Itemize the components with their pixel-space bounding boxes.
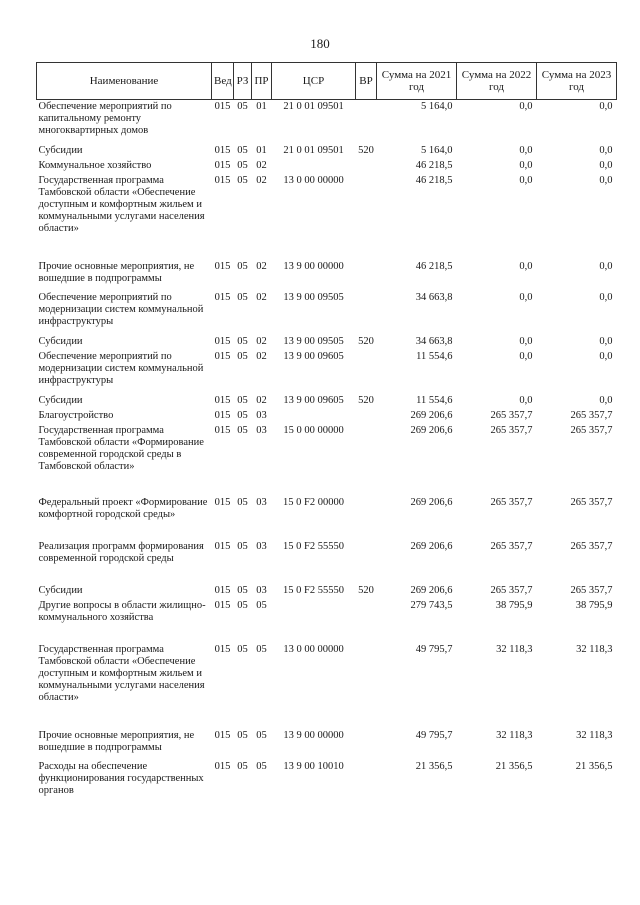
row-sum-2022: 0,0 bbox=[519, 144, 533, 156]
row-sum-2022: 265 357,7 bbox=[490, 409, 533, 421]
row-sum-2022: 265 357,7 bbox=[490, 496, 533, 508]
row-sum-2023: 0,0 bbox=[599, 159, 613, 171]
row-pr: 05 bbox=[256, 760, 267, 772]
row-sum-2021: 34 663,8 bbox=[415, 291, 453, 303]
header-vr: ВР bbox=[356, 63, 377, 100]
row-sum-2021: 34 663,8 bbox=[415, 335, 453, 347]
row-vr bbox=[356, 291, 377, 335]
row-vr bbox=[356, 729, 377, 760]
row-sum-2022: 265 357,7 bbox=[490, 540, 533, 552]
row-pr: 02 bbox=[256, 260, 267, 272]
table-row bbox=[37, 350, 617, 394]
row-sum-2022: 265 357,7 bbox=[490, 424, 533, 436]
header-ved: Вед bbox=[212, 63, 234, 100]
row-vr bbox=[356, 159, 377, 174]
row-sum-2021: 269 206,6 bbox=[410, 540, 453, 552]
row-ved: 015 bbox=[214, 424, 231, 436]
table-row bbox=[37, 174, 617, 260]
row-sum-2021: 46 218,5 bbox=[415, 159, 453, 171]
row-ved: 015 bbox=[214, 394, 231, 406]
header-sum-2023: Сумма на 2023 год bbox=[537, 63, 617, 100]
row-rz: 05 bbox=[237, 291, 248, 303]
row-sum-2022: 32 118,3 bbox=[496, 643, 533, 655]
row-csr: 15 0 F2 00000 bbox=[283, 496, 344, 508]
row-vr: 520 bbox=[358, 584, 374, 596]
row-ved: 015 bbox=[214, 409, 231, 421]
row-vr bbox=[356, 599, 377, 643]
row-rz: 05 bbox=[237, 729, 248, 741]
row-pr: 02 bbox=[256, 159, 267, 171]
row-vr bbox=[356, 424, 377, 496]
row-ved: 015 bbox=[214, 643, 231, 655]
row-sum-2021: 269 206,6 bbox=[410, 409, 453, 421]
row-sum-2022: 0,0 bbox=[519, 335, 533, 347]
row-rz: 05 bbox=[237, 174, 248, 186]
row-ved: 015 bbox=[214, 335, 231, 347]
row-sum-2023: 21 356,5 bbox=[575, 760, 613, 772]
row-ved: 015 bbox=[214, 101, 231, 112]
row-vr bbox=[356, 760, 377, 804]
row-ved: 015 bbox=[214, 540, 231, 552]
row-rz: 05 bbox=[237, 101, 248, 112]
row-pr: 02 bbox=[256, 335, 267, 347]
row-vr: 520 bbox=[358, 394, 374, 406]
row-sum-2023: 0,0 bbox=[599, 291, 613, 303]
row-vr bbox=[356, 643, 377, 729]
row-rz: 05 bbox=[237, 409, 248, 421]
row-name: Благоустройство bbox=[38, 409, 114, 421]
row-vr bbox=[356, 260, 377, 291]
row-vr: 520 bbox=[358, 144, 374, 156]
row-ved: 015 bbox=[214, 174, 231, 186]
table-row bbox=[37, 540, 617, 584]
row-rz: 05 bbox=[237, 159, 248, 171]
row-csr: 13 9 00 09505 bbox=[283, 335, 344, 347]
row-sum-2023: 0,0 bbox=[599, 350, 613, 362]
row-sum-2021: 11 554,6 bbox=[416, 350, 453, 362]
row-sum-2022: 0,0 bbox=[519, 350, 533, 362]
row-vr bbox=[356, 350, 377, 394]
row-sum-2021: 5 164,0 bbox=[421, 144, 453, 156]
row-sum-2023: 0,0 bbox=[599, 260, 613, 272]
header-rz: РЗ bbox=[234, 63, 252, 100]
row-sum-2023: 32 118,3 bbox=[576, 729, 613, 741]
table-body bbox=[37, 100, 617, 804]
header-sum-2022: Сумма на 2022 год bbox=[457, 63, 537, 100]
row-sum-2021: 5 164,0 bbox=[421, 101, 453, 112]
row-sum-2022: 0,0 bbox=[519, 260, 533, 272]
row-sum-2023: 0,0 bbox=[599, 394, 613, 406]
row-name: Государственная программа Тамбовской области «Обеспечение доступным и комфортным жильем и коммунальными услугами населения области» bbox=[38, 643, 205, 703]
row-ved: 015 bbox=[214, 760, 231, 772]
row-pr: 03 bbox=[256, 409, 267, 421]
row-name: Расходы на обеспечение функционирования государственных органов bbox=[38, 760, 204, 796]
row-name: Реализация программ формирования современной городской среды bbox=[38, 540, 204, 564]
row-csr: 13 9 00 10010 bbox=[283, 760, 344, 772]
row-sum-2021: 46 218,5 bbox=[415, 260, 453, 272]
table-row bbox=[37, 496, 617, 540]
row-name: Государственная программа Тамбовской области «Обеспечение доступным и комфортным жильем и коммунальными услугами населения области» bbox=[38, 174, 205, 234]
table-header bbox=[37, 63, 617, 100]
table-row bbox=[37, 335, 617, 350]
row-sum-2022: 0,0 bbox=[519, 174, 533, 186]
row-pr: 02 bbox=[256, 394, 267, 406]
row-sum-2021: 269 206,6 bbox=[410, 496, 453, 508]
row-pr: 03 bbox=[256, 424, 267, 436]
row-rz: 05 bbox=[237, 760, 248, 772]
row-rz: 05 bbox=[237, 394, 248, 406]
row-pr: 03 bbox=[256, 584, 267, 596]
row-csr: 13 9 00 09605 bbox=[283, 350, 344, 362]
header-sum-2021: Сумма на 2021 год bbox=[377, 63, 457, 100]
row-sum-2023: 265 357,7 bbox=[570, 424, 613, 436]
row-csr bbox=[272, 409, 356, 424]
row-sum-2021: 269 206,6 bbox=[410, 424, 453, 436]
row-sum-2023: 0,0 bbox=[599, 174, 613, 186]
row-sum-2023: 0,0 bbox=[599, 101, 613, 112]
table-row bbox=[37, 100, 617, 144]
row-csr bbox=[272, 159, 356, 174]
row-vr: 520 bbox=[358, 335, 374, 347]
row-name: Субсидии bbox=[38, 335, 83, 347]
row-rz: 05 bbox=[237, 496, 248, 508]
header-pr: ПР bbox=[252, 63, 272, 100]
row-rz: 05 bbox=[237, 599, 248, 611]
row-vr bbox=[356, 409, 377, 424]
row-sum-2023: 265 357,7 bbox=[570, 496, 613, 508]
header-csr: ЦСР bbox=[272, 63, 356, 100]
table-row bbox=[37, 260, 617, 291]
row-vr bbox=[356, 100, 377, 144]
row-sum-2023: 0,0 bbox=[599, 335, 613, 347]
row-ved: 015 bbox=[214, 260, 231, 272]
row-pr: 03 bbox=[256, 496, 267, 508]
row-name: Обеспечение мероприятий по капитальному ремонту многоквартирных домов bbox=[38, 101, 172, 136]
row-sum-2022: 38 795,9 bbox=[495, 599, 533, 611]
row-sum-2021: 46 218,5 bbox=[415, 174, 453, 186]
row-csr: 21 0 01 09501 bbox=[283, 101, 344, 112]
page-number: 180 bbox=[310, 36, 330, 51]
row-ved: 015 bbox=[214, 584, 231, 596]
row-ved: 015 bbox=[214, 291, 231, 303]
row-sum-2022: 0,0 bbox=[519, 101, 533, 112]
row-csr: 13 0 00 00000 bbox=[283, 643, 344, 655]
row-sum-2021: 21 356,5 bbox=[415, 760, 453, 772]
table-row bbox=[37, 144, 617, 159]
row-sum-2021: 49 795,7 bbox=[415, 729, 453, 741]
row-name: Прочие основные мероприятия, не вошедшие в подпрограммы bbox=[38, 260, 195, 284]
table-row bbox=[37, 584, 617, 599]
row-sum-2021: 49 795,7 bbox=[415, 643, 453, 655]
row-name: Государственная программа Тамбовской области «Формирование современной городской среды в Тамбовской области» bbox=[38, 424, 204, 472]
row-name: Субсидии bbox=[38, 394, 83, 406]
row-pr: 01 bbox=[256, 101, 267, 112]
row-sum-2021: 279 743,5 bbox=[410, 599, 453, 611]
row-csr bbox=[272, 599, 356, 643]
row-pr: 02 bbox=[256, 174, 267, 186]
budget-table bbox=[36, 62, 617, 804]
table-row bbox=[37, 409, 617, 424]
table-row bbox=[37, 159, 617, 174]
row-name: Федеральный проект «Формирование комфортной городской среды» bbox=[38, 496, 208, 520]
row-pr: 03 bbox=[256, 540, 267, 552]
row-rz: 05 bbox=[237, 424, 248, 436]
row-csr: 21 0 01 09501 bbox=[283, 144, 344, 156]
row-rz: 05 bbox=[237, 540, 248, 552]
row-pr: 05 bbox=[256, 729, 267, 741]
row-vr bbox=[356, 496, 377, 540]
row-vr bbox=[356, 174, 377, 260]
row-sum-2023: 265 357,7 bbox=[570, 584, 613, 596]
row-vr bbox=[356, 540, 377, 584]
row-rz: 05 bbox=[237, 144, 248, 156]
row-rz: 05 bbox=[237, 643, 248, 655]
row-name: Коммунальное хозяйство bbox=[38, 159, 152, 171]
row-ved: 015 bbox=[214, 599, 231, 611]
table-row bbox=[37, 760, 617, 804]
row-pr: 01 bbox=[256, 144, 267, 156]
row-csr: 15 0 00 00000 bbox=[283, 424, 344, 436]
row-sum-2023: 265 357,7 bbox=[570, 409, 613, 421]
row-csr: 13 9 00 09505 bbox=[283, 291, 344, 303]
row-csr: 15 0 F2 55550 bbox=[283, 540, 344, 552]
row-sum-2022: 0,0 bbox=[519, 159, 533, 171]
row-csr: 13 9 00 00000 bbox=[283, 729, 344, 741]
table-row bbox=[37, 599, 617, 643]
header-name: Наименование bbox=[37, 63, 212, 100]
row-sum-2022: 0,0 bbox=[519, 394, 533, 406]
row-rz: 05 bbox=[237, 260, 248, 272]
table-row bbox=[37, 643, 617, 729]
row-csr: 15 0 F2 55550 bbox=[283, 584, 344, 596]
row-sum-2021: 11 554,6 bbox=[416, 394, 453, 406]
row-sum-2023: 38 795,9 bbox=[575, 599, 613, 611]
row-csr: 13 9 00 09605 bbox=[283, 394, 344, 406]
row-csr: 13 0 00 00000 bbox=[283, 174, 344, 186]
row-rz: 05 bbox=[237, 350, 248, 362]
row-sum-2023: 0,0 bbox=[599, 144, 613, 156]
table-row bbox=[37, 729, 617, 760]
row-name: Другие вопросы в области жилищно-коммунального хозяйства bbox=[38, 599, 206, 623]
row-sum-2022: 21 356,5 bbox=[495, 760, 533, 772]
table-row bbox=[37, 424, 617, 496]
row-ved: 015 bbox=[214, 159, 231, 171]
row-name: Обеспечение мероприятий по модернизации систем коммунальной инфраструктуры bbox=[38, 291, 204, 327]
row-rz: 05 bbox=[237, 584, 248, 596]
row-ved: 015 bbox=[214, 729, 231, 741]
row-pr: 05 bbox=[256, 643, 267, 655]
row-name: Субсидии bbox=[38, 584, 83, 596]
row-name: Обеспечение мероприятий по модернизации систем коммунальной инфраструктуры bbox=[38, 350, 204, 386]
table-row bbox=[37, 291, 617, 335]
row-sum-2021: 269 206,6 bbox=[410, 584, 453, 596]
row-ved: 015 bbox=[214, 144, 231, 156]
row-csr: 13 9 00 00000 bbox=[283, 260, 344, 272]
row-sum-2023: 265 357,7 bbox=[570, 540, 613, 552]
row-pr: 05 bbox=[256, 599, 267, 611]
row-name: Прочие основные мероприятия, не вошедшие в подпрограммы bbox=[38, 729, 195, 753]
row-ved: 015 bbox=[214, 350, 231, 362]
row-name: Субсидии bbox=[38, 144, 83, 156]
row-sum-2022: 0,0 bbox=[519, 291, 533, 303]
row-ved: 015 bbox=[214, 496, 231, 508]
row-pr: 02 bbox=[256, 350, 267, 362]
table-row bbox=[37, 394, 617, 409]
row-sum-2023: 32 118,3 bbox=[576, 643, 613, 655]
row-sum-2022: 265 357,7 bbox=[490, 584, 533, 596]
row-rz: 05 bbox=[237, 335, 248, 347]
row-pr: 02 bbox=[256, 291, 267, 303]
row-sum-2022: 32 118,3 bbox=[496, 729, 533, 741]
